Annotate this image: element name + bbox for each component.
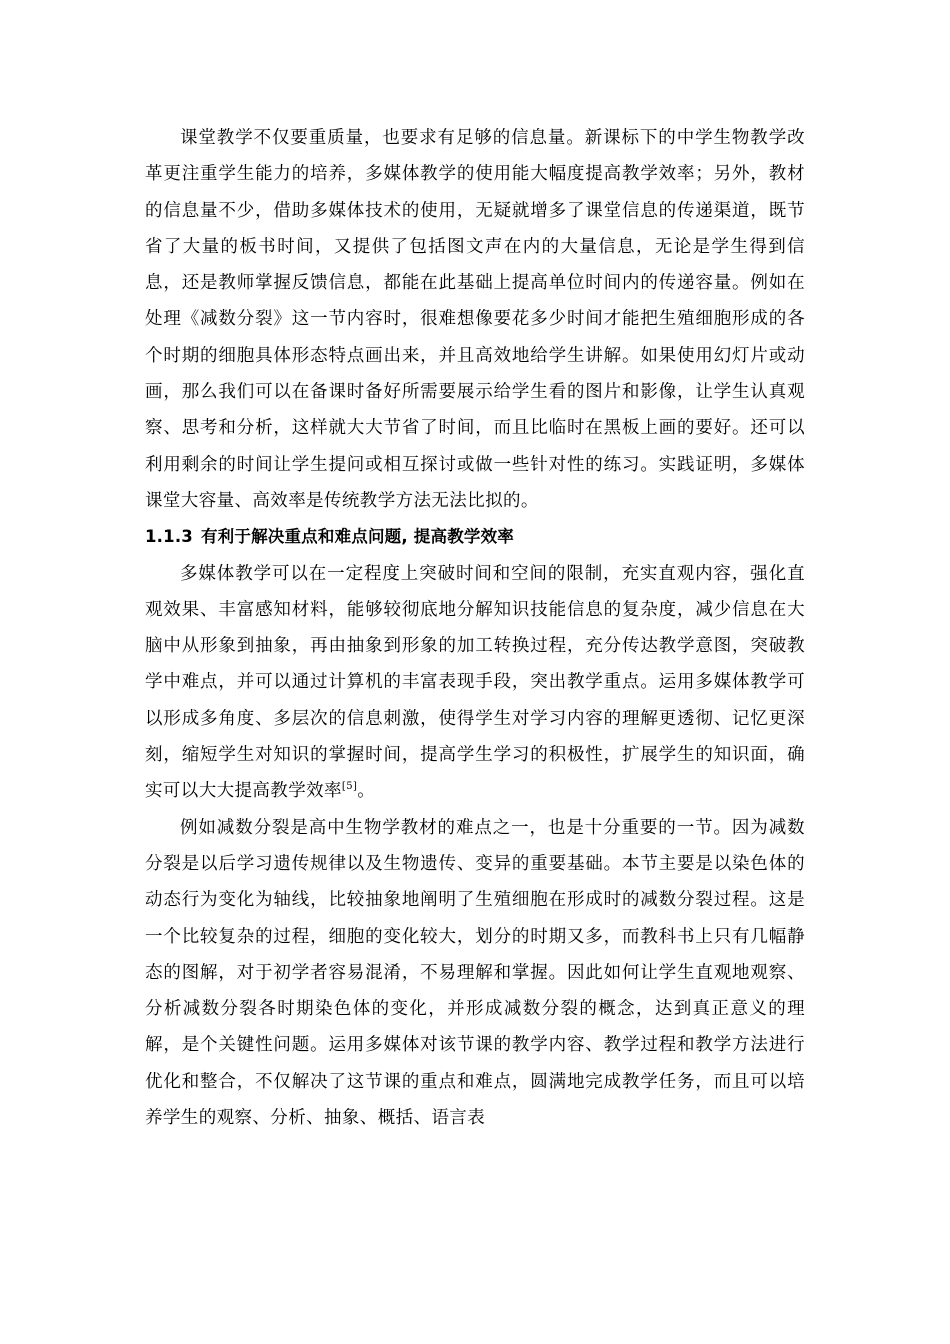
section-number: 1.1.3 [145,527,193,547]
paragraph-text: 多媒体教学可以在一定程度上突破时间和空间的限制，充实直观内容，强化直观效果、丰富感知材料，能够较彻底地分解知识技能信息的复杂度，减少信息在大脑中从形象到抽象，再由抽象到形象的加工转换过程，充分传达教学意图，突破教学中难点，并可以通过计算机的丰富表现手段，突出教学重点。运用多媒体教学可以形成多角度、多层次的信息刺激，使得学生对学习内容的理解更透彻、记忆更深刻，缩短学生对知识的掌握时间，提高学生学习的积极性，扩展学生的知识面，确实可以大大提高教学效率 [145,563,805,802]
paragraph-end-punctuation: 。 [357,781,376,802]
document-body [145,120,805,1136]
citation-reference: [5] [341,781,358,793]
paragraph-text: 例如减数分裂是高中生物学教材的难点之一，也是十分重要的一节。因为减数分裂是以后学习遗传规律以及生物遗传、变异的重要基础。本节主要是以染色体的动态行为变化为轴线，比较抽象地阐明了生殖细胞在形成时的减数分裂过程。这是一个比较复杂的过程，细胞的变化较大，划分的时期又多，而教科书上只有几幅静态的图解，对于初学者容易混淆，不易理解和掌握。因此如何让学生直观地观察、分析减数分裂各时期染色体的变化，并形成减数分裂的概念，达到真正意义的理解，是个关键性问题。运用多媒体对该节课的教学内容、教学过程和教学方法进行优化和整合，不仅解决了这节课的重点和难点，圆满地完成教学任务，而且可以培养学生的观察、分析、抽象、概括、语言表 [145,817,805,1129]
paragraph-multimedia-benefits [145,556,805,810]
section-title: 有利于解决重点和难点问题, 提高教学效率 [200,527,514,547]
paragraph-text: 课堂教学不仅要重质量，也要求有足够的信息量。新课标下的中学生物教学改革更注重学生能力的培养，多媒体教学的使用能大幅度提高教学效率；另外，教材的信息量不少，借助多媒体技术的使用，无疑就增多了课堂信息的传递渠道，既节省了大量的板书时间，又提供了包括图文声在内的大量信息，无论是学生得到信息，还是教师掌握反馈信息，都能在此基础上提高单位时间内的传递容量。例如在处理《减数分裂》这一节内容时，很难想像要花多少时间才能把生殖细胞形成的各个时期的细胞具体形态特点画出来，并且高效地给学生讲解。如果使用幻灯片或动画，那么我们可以在备课时备好所需要展示给学生看的图片和影像，让学生认真观察、思考和分析，这样就大大节省了时间，而且比临时在黑板上画的要好。还可以利用剩余的时间让学生提问或相互探讨或做一些针对性的练习。实践证明，多媒体课堂大容量、高效率是传统教学方法无法比拟的。 [145,128,805,511]
section-heading [145,519,805,555]
paragraph-information-capacity [145,120,805,519]
paragraph-meiosis-example [145,810,805,1137]
